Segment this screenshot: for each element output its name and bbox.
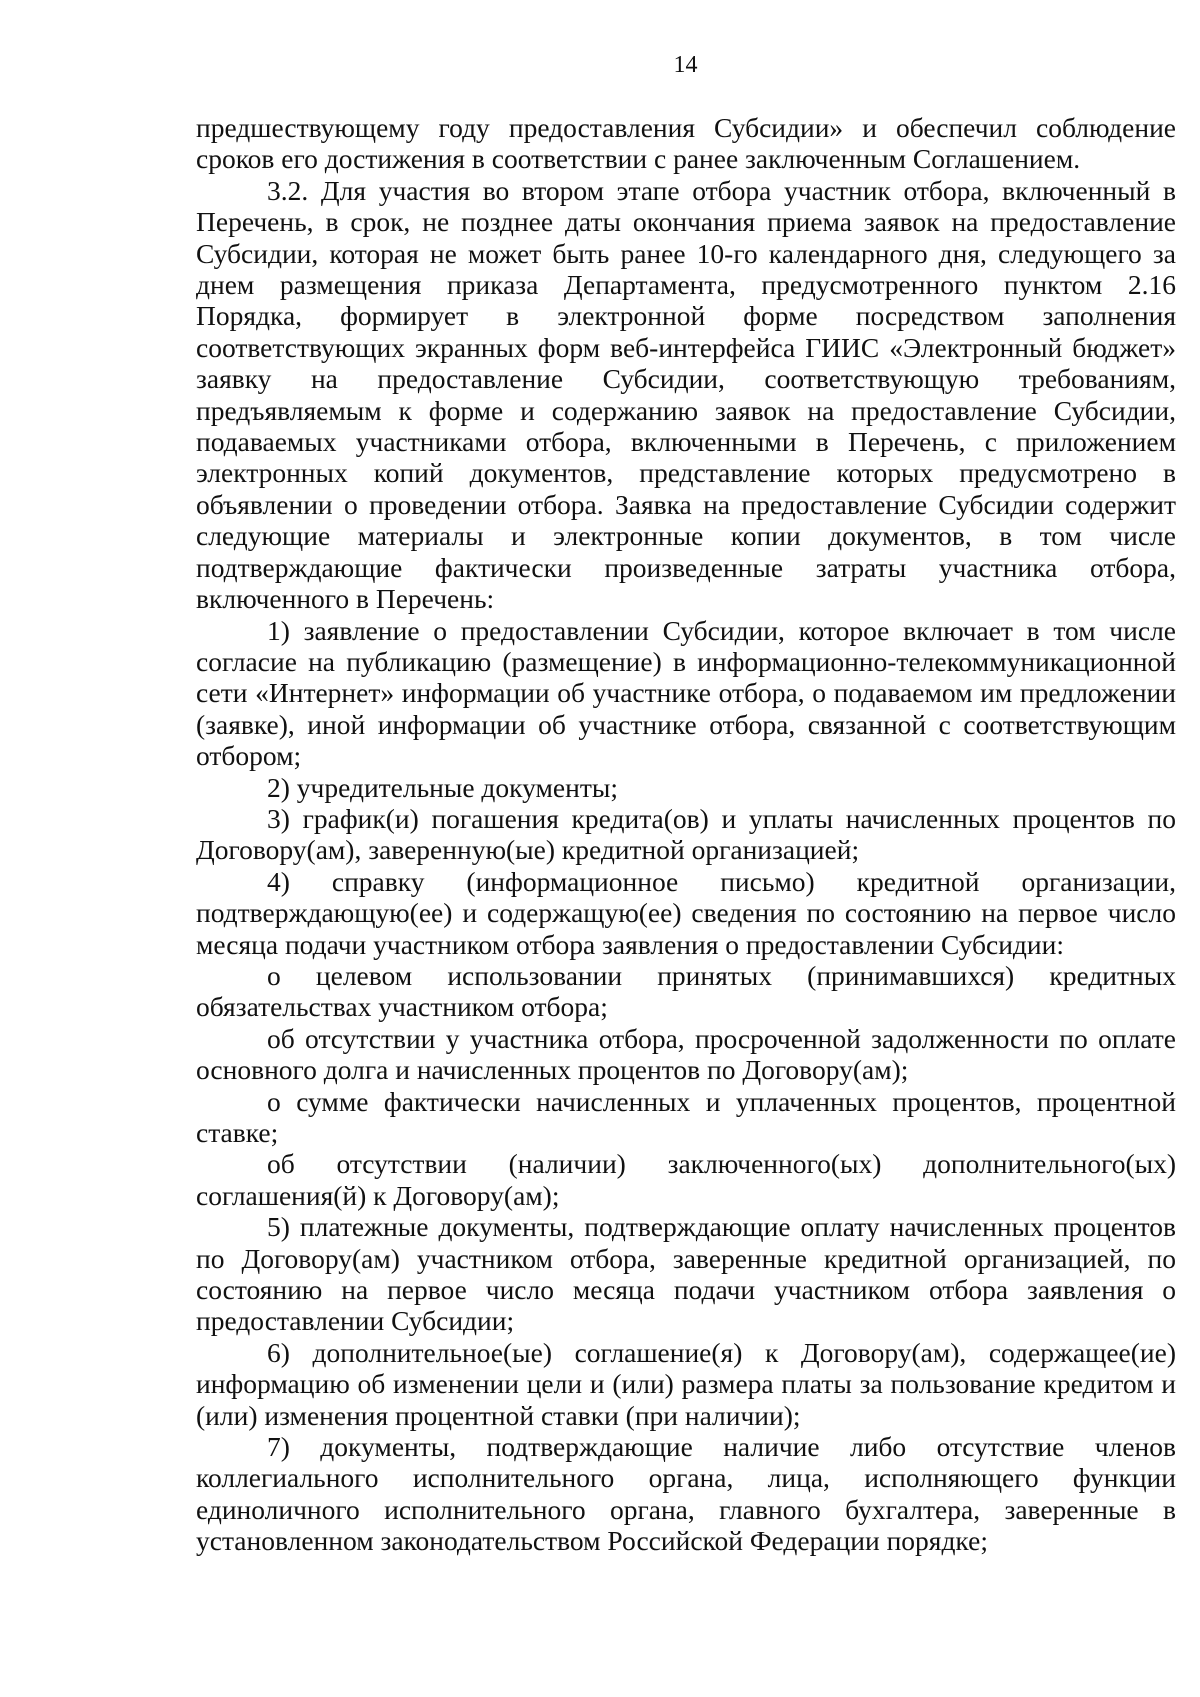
page-number: 14 [673,52,698,78]
list-item-4-subitem: об отсутствии (наличии) заключенного(ых) дополнительного(ых) соглашения(й) к Договору(ам); [196,1148,1176,1211]
list-item-1: 1) заявление о предоставлении Субсидии, которое включает в том числе согласие на публикацию (размещение) в информационно-телекоммуникационной сети «Интернет» информации об участнике отбора, о подаваемом им предложении (заявке), иной информации об участнике отбора, связанной с соответствующим отбором; [196,614,1176,772]
list-item-2: 2) учредительные документы; [267,771,618,803]
list-item-5: 5) платежные документы, подтверждающие оплату начисленных процентов по Договору(ам) участником отбора, заверенные кредитной организацией, по состоянию на первое число месяца подачи участником отбора заявления о предоставлении Субсидии; [196,1211,1176,1337]
paragraph-clause-3-2: 3.2. Для участия во втором этапе отбора участник отбора, включенный в Перечень, в срок, не позднее даты окончания приема заявок на предоставление Субсидии, которая не может быть ранее 10-го календарного дня, следующего за днем размещения приказа Департамента, предусмотренного пунктом 2.16 Порядка, формирует в электронной форме посредством заполнения соответствующих экранных форм веб-интерфейса ГИИС «Электронный бюджет» заявку на предоставление Субсидии, соответствующую требованиям, предъявляемым к форме и содержанию заявок на предоставление Субсидии, подаваемых участниками отбора, включенными в Перечень, с приложением электронных копий документов, представление которых предусмотрено в объявлении о проведении отбора. Заявка на предоставление Субсидии содержит следующие материалы и электронные копии документов, в том числе подтверждающие фактически произведенные затраты участника отбора, включенного в Перечень: [196,174,1176,615]
paragraph-continuation: предшествующему году предоставления Субсидии» и обеспечил соблюдение сроков его достижения в соответствии с ранее заключенным Соглашением. [196,112,1176,175]
list-item-6: 6) дополнительное(ые) соглашение(я) к Договору(ам), содержащее(ие) информацию об изменении цели и (или) размера платы за пользование кредитом и (или) изменения процентной ставки (при наличии); [196,1336,1176,1431]
list-item-7: 7) документы, подтверждающие наличие либо отсутствие членов коллегиального исполнительного органа, лица, исполняющего функции единоличного исполнительного органа, главного бухгалтера, заверенные в установленном законодательством Российской Федерации порядке; [196,1431,1176,1557]
list-item-4: 4) справку (информационное письмо) кредитной организации, подтверждающую(ее) и содержащую(ее) сведения по состоянию на первое число месяца подачи участником отбора заявления о предоставлении Субсидии: [196,865,1176,960]
document-body [196,112,1176,1557]
list-item-4-subitem: о сумме фактически начисленных и уплаченных процентов, процентной ставке; [196,1085,1176,1148]
list-item-3: 3) график(и) погашения кредита(ов) и уплаты начисленных процентов по Договору(ам), заверенную(ые) кредитной организацией; [196,802,1176,866]
list-item-4-subitem: о целевом использовании принятых (принимавшихся) кредитных обязательствах участником отбора; [196,959,1176,1023]
list-item-4-subitem: об отсутствии у участника отбора, просроченной задолженности по оплате основного долга и начисленных процентов по Договору(ам); [196,1022,1176,1086]
